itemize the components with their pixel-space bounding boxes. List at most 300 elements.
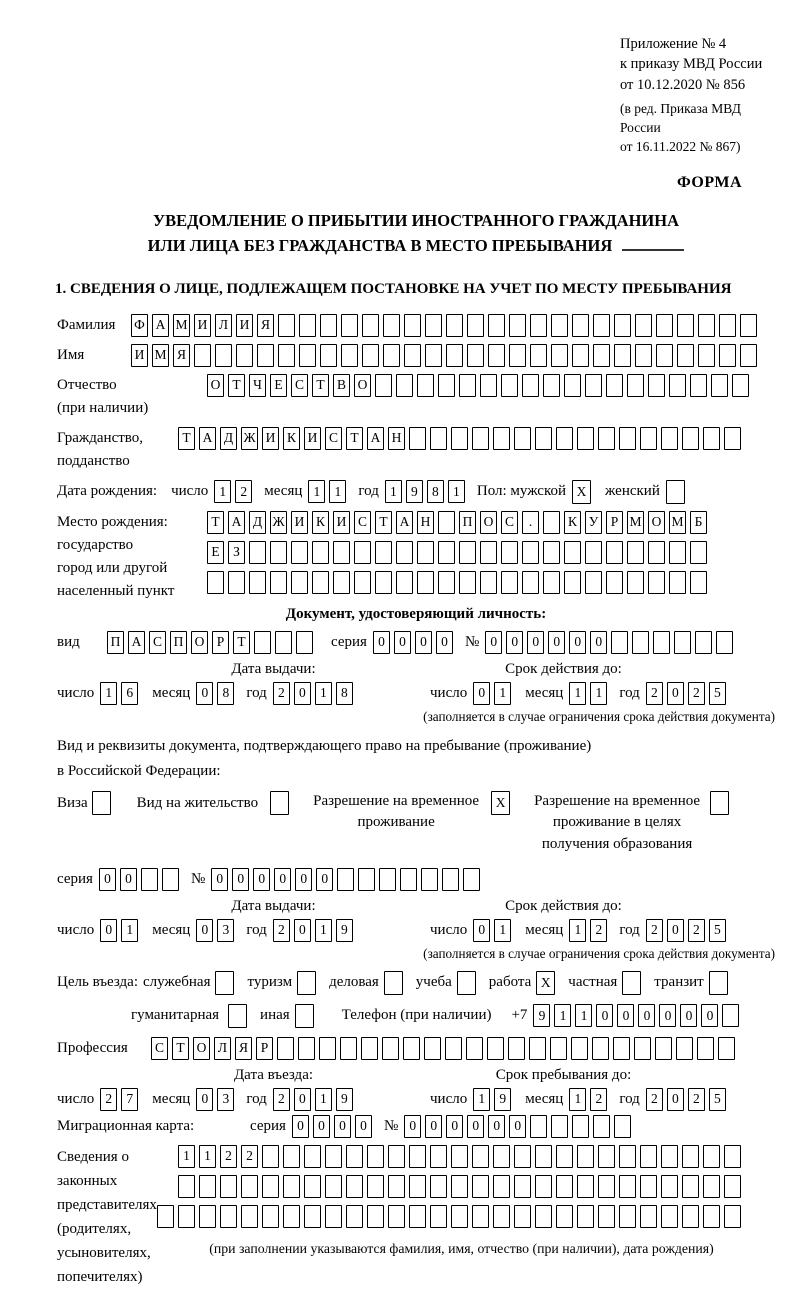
form-cell[interactable]: Р: [606, 511, 623, 534]
form-cell[interactable]: [682, 1205, 699, 1228]
form-cell[interactable]: [572, 314, 589, 337]
form-cell[interactable]: [564, 374, 581, 397]
form-cell[interactable]: [430, 1145, 447, 1168]
form-cell[interactable]: 1: [100, 682, 117, 705]
form-cell[interactable]: [669, 541, 686, 564]
form-cell[interactable]: [241, 1175, 258, 1198]
form-cell[interactable]: 0: [569, 631, 586, 654]
form-cell[interactable]: [375, 571, 392, 594]
form-cell[interactable]: [445, 1037, 462, 1060]
form-cell[interactable]: [459, 541, 476, 564]
form-cell[interactable]: [669, 571, 686, 594]
form-cell[interactable]: [367, 1175, 384, 1198]
form-cell[interactable]: [425, 314, 442, 337]
form-cell[interactable]: [719, 344, 736, 367]
form-cell[interactable]: [627, 541, 644, 564]
form-cell[interactable]: [634, 1037, 651, 1060]
form-cell[interactable]: [278, 344, 295, 367]
form-cell[interactable]: [501, 374, 518, 397]
form-cell[interactable]: Я: [257, 314, 274, 337]
form-cell[interactable]: С: [291, 374, 308, 397]
form-cell[interactable]: [488, 314, 505, 337]
form-cell[interactable]: 0: [355, 1115, 372, 1138]
form-cell[interactable]: [724, 1205, 741, 1228]
form-cell[interactable]: [619, 427, 636, 450]
form-cell[interactable]: [382, 1037, 399, 1060]
form-cell[interactable]: [640, 427, 657, 450]
form-cell[interactable]: [598, 1145, 615, 1168]
form-cell[interactable]: 0: [488, 1115, 505, 1138]
form-cell[interactable]: [543, 541, 560, 564]
form-cell[interactable]: 0: [99, 868, 116, 891]
form-cell[interactable]: А: [152, 314, 169, 337]
form-cell[interactable]: 5: [709, 1088, 726, 1111]
form-cell[interactable]: [325, 1145, 342, 1168]
form-cell[interactable]: П: [459, 511, 476, 534]
form-cell[interactable]: [396, 541, 413, 564]
form-cell[interactable]: 1: [569, 1088, 586, 1111]
form-cell[interactable]: [472, 1175, 489, 1198]
form-cell[interactable]: [215, 971, 234, 995]
form-cell[interactable]: [551, 1115, 568, 1138]
form-cell[interactable]: Д: [220, 427, 237, 450]
form-cell[interactable]: [367, 1205, 384, 1228]
form-cell[interactable]: М: [669, 511, 686, 534]
form-cell[interactable]: [716, 631, 733, 654]
form-cell[interactable]: 0: [425, 1115, 442, 1138]
form-cell[interactable]: [585, 571, 602, 594]
form-cell[interactable]: К: [283, 427, 300, 450]
form-cell[interactable]: 0: [292, 1115, 309, 1138]
form-cell[interactable]: [262, 1175, 279, 1198]
form-cell[interactable]: [493, 1145, 510, 1168]
form-cell[interactable]: 1: [315, 1088, 332, 1111]
form-cell[interactable]: О: [207, 374, 224, 397]
form-cell[interactable]: [228, 571, 245, 594]
form-cell[interactable]: Т: [346, 427, 363, 450]
form-cell[interactable]: [296, 631, 313, 654]
form-cell[interactable]: [417, 374, 434, 397]
form-cell[interactable]: [564, 541, 581, 564]
form-cell[interactable]: 2: [273, 919, 290, 942]
form-cell[interactable]: [346, 1175, 363, 1198]
form-cell[interactable]: [648, 571, 665, 594]
form-cell[interactable]: [501, 541, 518, 564]
form-cell[interactable]: [291, 541, 308, 564]
form-cell[interactable]: [695, 631, 712, 654]
form-cell[interactable]: 8: [217, 682, 234, 705]
form-cell[interactable]: [606, 541, 623, 564]
form-cell[interactable]: [425, 344, 442, 367]
form-cell[interactable]: .: [522, 511, 539, 534]
form-cell[interactable]: 0: [596, 1004, 613, 1027]
form-cell[interactable]: 9: [494, 1088, 511, 1111]
form-cell[interactable]: [384, 971, 403, 995]
form-cell[interactable]: [677, 344, 694, 367]
form-cell[interactable]: 1: [575, 1004, 592, 1027]
form-cell[interactable]: [409, 427, 426, 450]
form-cell[interactable]: [697, 1037, 714, 1060]
form-cell[interactable]: И: [291, 511, 308, 534]
form-cell[interactable]: 9: [336, 1088, 353, 1111]
form-cell[interactable]: 0: [527, 631, 544, 654]
form-cell[interactable]: [614, 1115, 631, 1138]
form-cell[interactable]: [613, 1037, 630, 1060]
form-cell[interactable]: [480, 541, 497, 564]
form-cell[interactable]: [493, 1175, 510, 1198]
form-cell[interactable]: [493, 1205, 510, 1228]
form-cell[interactable]: [178, 1175, 195, 1198]
form-cell[interactable]: 5: [709, 682, 726, 705]
form-cell[interactable]: 0: [473, 919, 490, 942]
form-cell[interactable]: [162, 868, 179, 891]
form-cell[interactable]: [298, 1037, 315, 1060]
form-cell[interactable]: [297, 971, 316, 995]
form-cell[interactable]: [430, 1205, 447, 1228]
form-cell[interactable]: Б: [690, 511, 707, 534]
form-cell[interactable]: [361, 1037, 378, 1060]
form-cell[interactable]: [396, 571, 413, 594]
form-cell[interactable]: [710, 791, 729, 815]
form-cell[interactable]: 2: [590, 919, 607, 942]
form-cell[interactable]: [543, 374, 560, 397]
form-cell[interactable]: [648, 541, 665, 564]
form-cell[interactable]: 6: [121, 682, 138, 705]
form-cell[interactable]: [341, 344, 358, 367]
form-cell[interactable]: [442, 868, 459, 891]
form-cell[interactable]: [270, 571, 287, 594]
form-cell[interactable]: [254, 631, 271, 654]
form-cell[interactable]: [724, 427, 741, 450]
form-cell[interactable]: [409, 1145, 426, 1168]
form-cell[interactable]: [690, 571, 707, 594]
form-cell[interactable]: [529, 1037, 546, 1060]
form-cell[interactable]: 0: [415, 631, 432, 654]
form-cell[interactable]: [724, 1145, 741, 1168]
form-cell[interactable]: И: [262, 427, 279, 450]
form-cell[interactable]: [199, 1175, 216, 1198]
form-cell[interactable]: [404, 314, 421, 337]
form-cell[interactable]: Ж: [241, 427, 258, 450]
form-cell[interactable]: [320, 314, 337, 337]
form-cell[interactable]: [409, 1175, 426, 1198]
form-cell[interactable]: [421, 868, 438, 891]
form-cell[interactable]: [509, 344, 526, 367]
form-cell[interactable]: О: [191, 631, 208, 654]
form-cell[interactable]: 0: [196, 919, 213, 942]
form-cell[interactable]: [622, 971, 641, 995]
form-cell[interactable]: [577, 1145, 594, 1168]
form-cell[interactable]: [354, 541, 371, 564]
form-cell[interactable]: [724, 1175, 741, 1198]
form-cell[interactable]: 0: [274, 868, 291, 891]
form-cell[interactable]: [661, 1175, 678, 1198]
form-cell[interactable]: [656, 344, 673, 367]
form-cell[interactable]: [438, 511, 455, 534]
form-cell[interactable]: [236, 344, 253, 367]
form-cell[interactable]: [438, 571, 455, 594]
form-cell[interactable]: П: [107, 631, 124, 654]
form-cell[interactable]: [299, 314, 316, 337]
form-cell[interactable]: 0: [295, 868, 312, 891]
form-cell[interactable]: [341, 314, 358, 337]
form-cell[interactable]: М: [173, 314, 190, 337]
form-cell[interactable]: [417, 541, 434, 564]
form-cell[interactable]: [319, 1037, 336, 1060]
form-cell[interactable]: 0: [473, 682, 490, 705]
form-cell[interactable]: Р: [212, 631, 229, 654]
form-cell[interactable]: [556, 1205, 573, 1228]
form-cell[interactable]: [543, 511, 560, 534]
form-cell[interactable]: С: [325, 427, 342, 450]
form-cell[interactable]: 0: [467, 1115, 484, 1138]
form-cell[interactable]: [283, 1205, 300, 1228]
form-cell[interactable]: [698, 344, 715, 367]
form-cell[interactable]: [530, 344, 547, 367]
form-cell[interactable]: [556, 1145, 573, 1168]
form-cell[interactable]: 2: [273, 682, 290, 705]
form-cell[interactable]: 1: [199, 1145, 216, 1168]
form-cell[interactable]: 8: [336, 682, 353, 705]
form-cell[interactable]: [141, 868, 158, 891]
form-cell[interactable]: 1: [315, 919, 332, 942]
form-cell[interactable]: [648, 374, 665, 397]
form-cell[interactable]: 1: [121, 919, 138, 942]
form-cell[interactable]: 2: [100, 1088, 117, 1111]
form-cell[interactable]: [467, 314, 484, 337]
form-cell[interactable]: [325, 1205, 342, 1228]
form-cell[interactable]: 0: [294, 919, 311, 942]
form-cell[interactable]: [249, 571, 266, 594]
form-cell[interactable]: [249, 541, 266, 564]
form-cell[interactable]: 0: [667, 919, 684, 942]
form-cell[interactable]: 0: [253, 868, 270, 891]
form-cell[interactable]: [312, 541, 329, 564]
form-cell[interactable]: 0: [196, 682, 213, 705]
form-cell[interactable]: [593, 314, 610, 337]
form-cell[interactable]: 0: [638, 1004, 655, 1027]
form-cell[interactable]: [270, 791, 289, 815]
form-cell[interactable]: [682, 427, 699, 450]
form-cell[interactable]: О: [354, 374, 371, 397]
form-cell[interactable]: [438, 541, 455, 564]
form-cell[interactable]: 2: [220, 1145, 237, 1168]
form-cell[interactable]: 2: [235, 480, 252, 503]
form-cell[interactable]: 2: [688, 1088, 705, 1111]
form-cell[interactable]: О: [193, 1037, 210, 1060]
form-cell[interactable]: [690, 374, 707, 397]
form-cell[interactable]: [543, 571, 560, 594]
form-cell[interactable]: [424, 1037, 441, 1060]
form-cell[interactable]: 0: [232, 868, 249, 891]
form-cell[interactable]: 2: [241, 1145, 258, 1168]
form-cell[interactable]: [467, 344, 484, 367]
form-cell[interactable]: С: [149, 631, 166, 654]
form-cell[interactable]: [703, 1175, 720, 1198]
form-cell[interactable]: [676, 1037, 693, 1060]
form-cell[interactable]: [682, 1175, 699, 1198]
form-cell[interactable]: 9: [336, 919, 353, 942]
form-cell[interactable]: [278, 314, 295, 337]
form-cell[interactable]: X: [536, 971, 555, 995]
form-cell[interactable]: 2: [646, 682, 663, 705]
form-cell[interactable]: 2: [688, 919, 705, 942]
form-cell[interactable]: Т: [207, 511, 224, 534]
form-cell[interactable]: [535, 427, 552, 450]
form-cell[interactable]: [653, 631, 670, 654]
form-cell[interactable]: [703, 427, 720, 450]
form-cell[interactable]: [640, 1205, 657, 1228]
form-cell[interactable]: [640, 1145, 657, 1168]
form-cell[interactable]: [627, 374, 644, 397]
form-cell[interactable]: [577, 1205, 594, 1228]
form-cell[interactable]: [291, 571, 308, 594]
form-cell[interactable]: [719, 314, 736, 337]
form-cell[interactable]: [632, 631, 649, 654]
form-cell[interactable]: [535, 1175, 552, 1198]
form-cell[interactable]: [635, 344, 652, 367]
form-cell[interactable]: 2: [646, 1088, 663, 1111]
form-cell[interactable]: [220, 1205, 237, 1228]
form-cell[interactable]: [404, 344, 421, 367]
form-cell[interactable]: Т: [312, 374, 329, 397]
form-cell[interactable]: [388, 1145, 405, 1168]
form-cell[interactable]: 0: [294, 1088, 311, 1111]
form-cell[interactable]: 8: [427, 480, 444, 503]
form-cell[interactable]: [383, 314, 400, 337]
form-cell[interactable]: С: [501, 511, 518, 534]
form-cell[interactable]: [438, 374, 455, 397]
form-cell[interactable]: Е: [270, 374, 287, 397]
form-cell[interactable]: [677, 314, 694, 337]
form-cell[interactable]: 1: [329, 480, 346, 503]
form-cell[interactable]: И: [304, 427, 321, 450]
form-cell[interactable]: [358, 868, 375, 891]
form-cell[interactable]: А: [367, 427, 384, 450]
form-cell[interactable]: [487, 1037, 504, 1060]
form-cell[interactable]: 9: [533, 1004, 550, 1027]
form-cell[interactable]: 0: [196, 1088, 213, 1111]
form-cell[interactable]: А: [396, 511, 413, 534]
form-cell[interactable]: 0: [667, 1088, 684, 1111]
form-cell[interactable]: В: [333, 374, 350, 397]
form-cell[interactable]: [275, 631, 292, 654]
form-cell[interactable]: Н: [417, 511, 434, 534]
form-cell[interactable]: [337, 868, 354, 891]
form-cell[interactable]: [451, 1175, 468, 1198]
form-cell[interactable]: [635, 314, 652, 337]
form-cell[interactable]: 0: [701, 1004, 718, 1027]
form-cell[interactable]: [396, 374, 413, 397]
form-cell[interactable]: [522, 571, 539, 594]
form-cell[interactable]: [669, 374, 686, 397]
form-cell[interactable]: С: [151, 1037, 168, 1060]
form-cell[interactable]: [522, 541, 539, 564]
form-cell[interactable]: 0: [334, 1115, 351, 1138]
form-cell[interactable]: [409, 1205, 426, 1228]
form-cell[interactable]: 1: [494, 682, 511, 705]
form-cell[interactable]: [362, 314, 379, 337]
form-cell[interactable]: [611, 631, 628, 654]
form-cell[interactable]: [430, 427, 447, 450]
form-cell[interactable]: 2: [273, 1088, 290, 1111]
form-cell[interactable]: [295, 1004, 314, 1028]
form-cell[interactable]: [320, 344, 337, 367]
form-cell[interactable]: [501, 571, 518, 594]
form-cell[interactable]: Л: [214, 1037, 231, 1060]
form-cell[interactable]: 2: [590, 1088, 607, 1111]
form-cell[interactable]: М: [152, 344, 169, 367]
form-cell[interactable]: З: [228, 541, 245, 564]
form-cell[interactable]: И: [333, 511, 350, 534]
form-cell[interactable]: [619, 1205, 636, 1228]
form-cell[interactable]: [493, 427, 510, 450]
form-cell[interactable]: [304, 1175, 321, 1198]
form-cell[interactable]: [446, 344, 463, 367]
form-cell[interactable]: 0: [100, 919, 117, 942]
form-cell[interactable]: [333, 571, 350, 594]
form-cell[interactable]: [703, 1145, 720, 1168]
form-cell[interactable]: 0: [313, 1115, 330, 1138]
form-cell[interactable]: [430, 1175, 447, 1198]
form-cell[interactable]: [451, 1145, 468, 1168]
form-cell[interactable]: [698, 314, 715, 337]
form-cell[interactable]: [325, 1175, 342, 1198]
form-cell[interactable]: 0: [211, 868, 228, 891]
form-cell[interactable]: [508, 1037, 525, 1060]
form-cell[interactable]: [346, 1205, 363, 1228]
form-cell[interactable]: [606, 374, 623, 397]
form-cell[interactable]: [354, 571, 371, 594]
form-cell[interactable]: [530, 314, 547, 337]
form-cell[interactable]: И: [131, 344, 148, 367]
form-cell[interactable]: П: [170, 631, 187, 654]
form-cell[interactable]: [522, 374, 539, 397]
form-cell[interactable]: [564, 571, 581, 594]
form-cell[interactable]: 1: [473, 1088, 490, 1111]
form-cell[interactable]: [312, 571, 329, 594]
form-cell[interactable]: [375, 374, 392, 397]
form-cell[interactable]: [367, 1145, 384, 1168]
form-cell[interactable]: Ж: [270, 511, 287, 534]
form-cell[interactable]: Я: [173, 344, 190, 367]
form-cell[interactable]: Ч: [249, 374, 266, 397]
form-cell[interactable]: Т: [228, 374, 245, 397]
form-cell[interactable]: [551, 314, 568, 337]
form-cell[interactable]: [417, 571, 434, 594]
form-cell[interactable]: [480, 571, 497, 594]
form-cell[interactable]: 1: [554, 1004, 571, 1027]
form-cell[interactable]: [556, 427, 573, 450]
form-cell[interactable]: [283, 1145, 300, 1168]
form-cell[interactable]: 1: [494, 919, 511, 942]
form-cell[interactable]: 5: [709, 919, 726, 942]
form-cell[interactable]: [711, 374, 728, 397]
form-cell[interactable]: Т: [375, 511, 392, 534]
form-cell[interactable]: [661, 1145, 678, 1168]
form-cell[interactable]: У: [585, 511, 602, 534]
form-cell[interactable]: [606, 571, 623, 594]
form-cell[interactable]: [228, 1004, 247, 1028]
form-cell[interactable]: [388, 1205, 405, 1228]
form-cell[interactable]: [577, 1175, 594, 1198]
form-cell[interactable]: 1: [178, 1145, 195, 1168]
form-cell[interactable]: [220, 1175, 237, 1198]
form-cell[interactable]: [718, 1037, 735, 1060]
form-cell[interactable]: Р: [256, 1037, 273, 1060]
form-cell[interactable]: 2: [646, 919, 663, 942]
form-cell[interactable]: [514, 427, 531, 450]
